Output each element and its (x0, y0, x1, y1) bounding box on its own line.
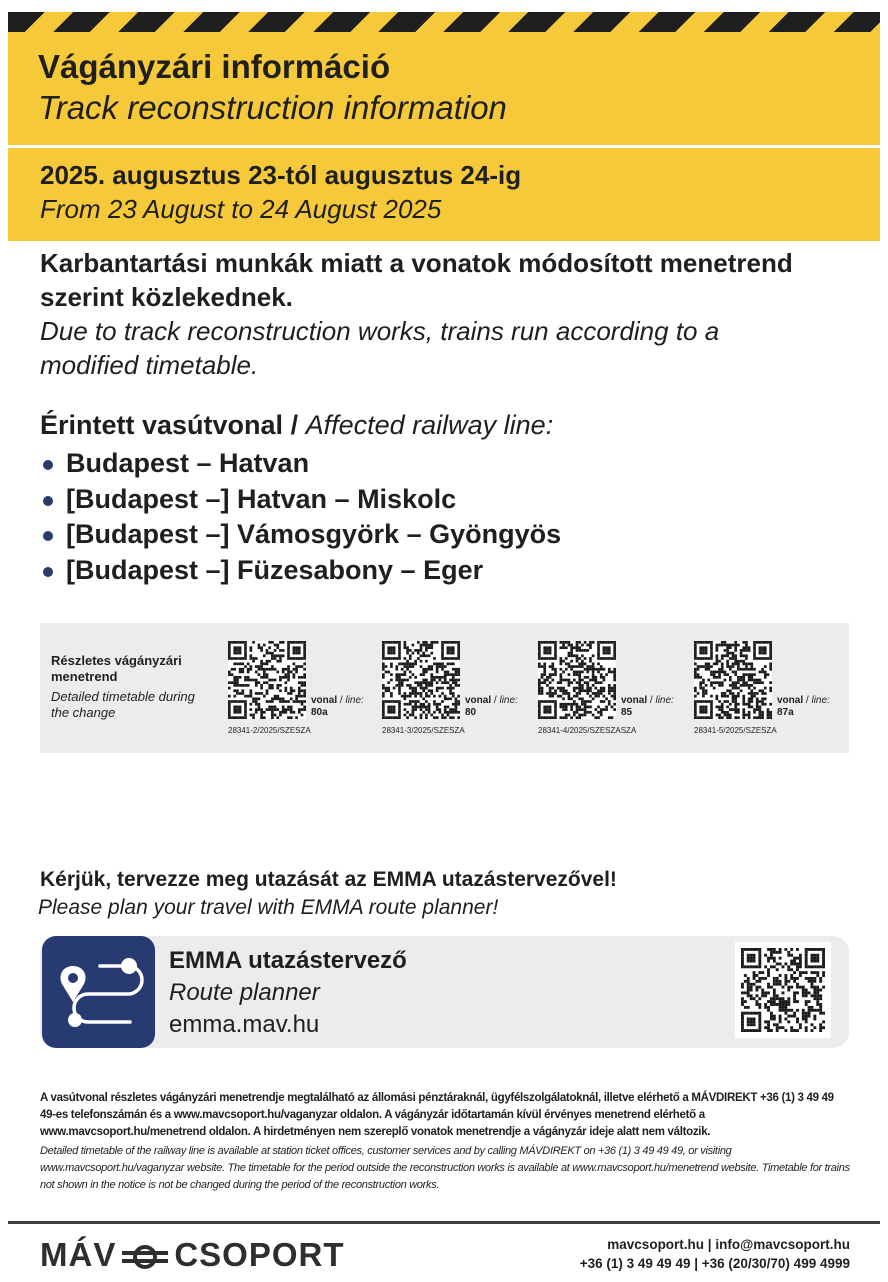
contact-web-email[interactable]: mavcsoport.hu | info@mavcsoport.hu (607, 1237, 850, 1252)
logo-mark-icon (122, 1242, 168, 1272)
route-planner-icon (42, 936, 155, 1048)
qr-document-code: 28341-3/2025/SZESZA (382, 726, 465, 735)
list-item (40, 446, 561, 482)
planner-prompt-en: Please plan your travel with EMMA route planner! (38, 896, 499, 919)
emma-planner-card[interactable] (40, 936, 849, 1048)
mav-csoport-logo (40, 1236, 345, 1274)
bullet-icon (43, 567, 53, 577)
affected-separator: / (283, 410, 306, 440)
bullet-icon (43, 531, 53, 541)
logo-text-left: MÁV (40, 1236, 117, 1273)
timetable-label-hu: Részletes vágányzári menetrend (51, 653, 182, 684)
qr-line-label: vonal / line: 80a (311, 695, 364, 718)
line-name: [Budapest –] Füzesabony – Eger (66, 554, 484, 585)
contact-phones: +36 (1) 3 49 49 49 | +36 (20/30/70) 499 4999 (579, 1256, 850, 1271)
date-range-hu: 2025. augusztus 23-tól augusztus 24-ig (40, 160, 522, 190)
list-item (40, 553, 561, 589)
bullet-icon (43, 496, 53, 506)
qr-line-label: vonal / line: 87a (777, 695, 830, 718)
qr-document-code: 28341-4/2025/SZESZASZA (538, 726, 637, 735)
emma-qr-frame[interactable] (735, 942, 831, 1038)
qr-code-icon[interactable] (741, 948, 825, 1032)
qr-code-icon[interactable] (228, 641, 306, 719)
emma-title: EMMA utazástervező (169, 947, 407, 974)
line-name: [Budapest –] Vámosgyörk – Gyöngyös (66, 519, 562, 549)
affected-line-heading (40, 410, 553, 441)
affected-label-en: Affected railway line: (305, 410, 554, 440)
hazard-stripe-band (8, 12, 880, 32)
affected-lines-list (40, 446, 561, 588)
date-range-en: From 23 August to 24 August 2025 (40, 194, 442, 224)
line-name: Budapest – Hatvan (66, 448, 310, 478)
fine-print-en: Detailed timetable of the railway line is available at station ticket offices, customer services and by calling MÁVDIREKT on +36 (1) 3 49 49 49, or visiting www.mavcsoport.hu/vaganyzar website. The timetable for the period outside the reconstruction works is available at www.mavcsoport.hu/menetrend website. Timetable for trains not shown in the notice is not be changed during the period of the reconstruction works. (40, 1145, 850, 1191)
bullet-icon (43, 460, 53, 470)
notice-lead-en: Due to track reconstruction works, trains run according to a modified timetable. (40, 316, 720, 380)
footer-divider (8, 1221, 880, 1224)
notice-lead-hu: Karbantartási munkák miatt a vonatok módosított menetrend szerint közlekednek. (40, 248, 793, 312)
planner-prompt-hu: Kérjük, tervezze meg utazását az EMMA utazástervezővel! (40, 868, 617, 891)
qr-document-code: 28341-5/2025/SZESZA (694, 726, 777, 735)
logo-text-right: CSOPORT (174, 1236, 345, 1273)
qr-line-label: vonal / line: 85 (621, 695, 674, 718)
list-item (40, 482, 561, 518)
affected-label-hu: Érintett vasútvonal (40, 410, 284, 440)
qr-code-icon[interactable] (382, 641, 460, 719)
page-title-en: Track reconstruction information (38, 89, 507, 126)
fine-print-hu: A vasútvonal részletes vágányzári menetrendje megtalálható az állomási pénztáraknál, ügyfélszolgálatoknál, illetve elérhető a MÁVDIREKT +36 (1) 3 49 49 49-es telefonszámán és a www.mavcsoport.hu/vaganyzar oldalon. A vágányzár időtartamán kívül érvényes menetrend elérhető a www.mavcsoport.hu/menetrend oldalon. A hirdetményen nem szereplő vonatok menetrendje a vágányzár ideje alatt nem változik. (40, 1092, 834, 1138)
line-name: [Budapest –] Hatvan – Miskolc (66, 483, 457, 514)
qr-line-label: vonal / line: 80 (465, 695, 518, 718)
qr-document-code: 28341-2/2025/SZESZA (228, 726, 311, 735)
emma-subtitle: Route planner (169, 979, 320, 1006)
qr-code-icon[interactable] (538, 641, 616, 719)
timetable-label-en: Detailed timetable during the change (51, 689, 195, 720)
list-item (40, 517, 561, 553)
qr-code-icon[interactable] (694, 641, 772, 719)
page-title-hu: Vágányzári információ (38, 48, 391, 85)
timetable-panel (40, 623, 849, 753)
emma-url-link[interactable]: emma.mav.hu (169, 1011, 320, 1038)
